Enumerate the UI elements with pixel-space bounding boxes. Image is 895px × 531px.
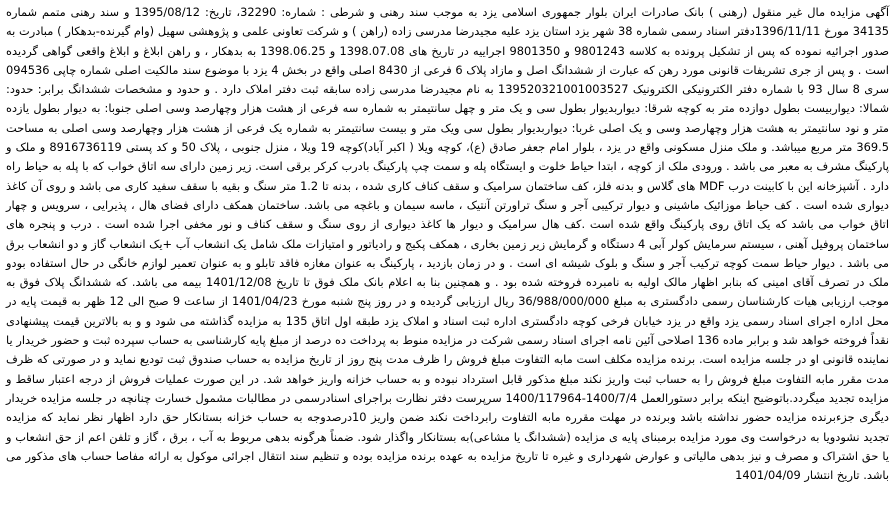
notice-body-text: آگهی مزایده مال غیر منقول (رهنی ) بانک صادرات ایران بلوار جمهوری اسلامی یزد به موجب سند رهنی و شرطی : شماره: 32290، تاریخ: 1395/08/12 و سند رهنی متمم شماره 34135 مورخ 1396/11/11دفتر اسناد رسمی شماره 38 شهر یزد استان یزد علیه مجیدرضا مدرسی زاده (راهن ) و شرکت تعاونی علمی و پژوهشی سهیل (وام گیرنده-بدهکار ) مبادرت به صدور اجرائیه نموده که پس از تشکیل پرونده به کلاسه 9801243 و 9801350 اجراییه در تاریخ های 1398.07.08 و 1398.06.25 به بدهکار ، و راهن ابلاغ و ابلاغ واقعی گواهی گردیده است . و پس از جری تشریفات قانونی مورد رهن که عبارت از ششدانگ اصل و مازاد پلاک 6 فرعی از 8430 اصلی واقع در بخش 4 یزد با موضوع سند مالکیت اصلی شماره چاپی 094536 سری 8 سال 93 با شماره دفتر الکترونیکی الکترونیک 139520321001003527 به نام مجیدرضا مدرسی زاده سابقه ثبت دفتر املاک دارد . و حدود و مشخصات ششدانگ برابر: حدود: شمالا: دیواربیست بطول دوازده متر به کوچه شرقا: دیواربدیوار بطول سی و یک متر و چهل سانتیمتر به شماره سه فرعی از هشت هزار وچهارصد وسی اصلی جنوبا: به دیوار بطول یازده متر و نود سانتیمتر به هشت هزار وچهارصد وسی و یک اصلی غربا: دیواربدیوار بطول سی ویک متر و بیست سانتیمتر به شماره یک فرعی از هشت هزار وچهارصد وسی اصلی به مساحت 369.5 متر مربع میباشد. و ملک منزل مسکونی واقع در یزد ، بلوار امام جعفر صادق (ع)، کوچه ویلا ( اکبر آباد)کوچه 19 ویلا ، منزل جنوبی ، پلاک 50 و کد پستی 8916736119 و ملک و پارکینگ مشرف به معبر می باشد . ورودی ملک از کوچه ، ابتدا حیاط خلوت و ایستگاه پله و سمت چپ پارکینگ بادرب کرکر برقی است. زیر زمین دارای سه اتاق خواب که با پله به حیاط راه دارد . آشپزخانه این با کابینت درب MDF های گلاس و بدنه فلز، کف ساختمان سرامیک و سقف کناف کاری شده ، بدنه تا 1.2 متر سنگ و بقیه با سقف سفید کاری می باشد و روی آن کاغذ دیواری شده است . کف حیاط موزائیک ماشینی و دیوار ترکیبی آجر و سنگ تراورتن آنتیک ، ماسه سیمان و باغچه می باشد. ساختمان همکف دارای فضای هال ، پذیرایی ، سرویس و چهار اتاق خواب می باشد که یک اتاق روی پارکینگ واقع شده است .کف هال سرامیک و دیوار ها کاغذ دیواری از روی سنگ و سقف کناف و نور مخفی اجرا شده است . درب و پنجره های ساختمان پروفیل آهنی ، سیستم سرمایش کولر آبی 4 دستگاه و گرمایش زیر زمین بخاری ، همکف پکیج و رادیاتور و امتیازات ملک شامل یک انشعاب آب +یک انشعاب گاز و دو انشعاب برق می باشد . دیوار حیاط سمت کوچه ترکیب آجر و سنگ و بلوک شیشه ای است . و در زمان بازدید ، پارکینگ به عنوان مغازه فاقد تابلو و به عنوان تعمیر لوازم خانگی در حال استفاده بودو ملک در تصرف آقای امینی که بنابر اظهار مالک اولیه به نامبرده فروخته شده بود . و همچنین بنا به اعلام بانک ملک فوق تا تاریخ 1401/12/08 بیمه می باشد. که ششدانگ پلاک فوق به موجب ارزیابی هیات کارشناسان رسمی دادگستری به مبلغ 36/988/000/000 ریال ارزیابی گردیده و در روز پنج شنبه مورخ 1401/04/23 از ساعت 9 صبح الی 12 ظهر به قیمت پایه در محل اداره اجرای اسناد رسمی یزد واقع در یزد خیابان فرخی کوچه دادگستری اداره ثبت اسناد و املاک یزد طبقه اول اتاق 135 به مزایده گذاشته می شود و و به بالاترین قیمت پیشنهادی نقداً فروخته خواهد شد و برابر ماده 136 اصلاحی آئین نامه اجرای اسناد رسمی شرکت در مزایده منوط به پرداخت ده درصد از مبلغ پایه کارشناسی به حساب سپرده ثبت و حضور خریدار یا نماینده قانونی او در جلسه مزایده است. برنده مزایده مکلف است مابه التفاوت مبلغ فروش را ظرف مدت پنج روز از تاریخ مزایده به حساب صندوق ثبت تودیع نماید و در صورتی که ظرف مدت مقرر مابه التفاوت مبلغ فروش را به حساب ثبت واریز نکند مبلغ مذکور قابل استرداد نبوده و به حساب خزانه واریز خواهد شد. در این صورت عملیات فروش از درجه اعتبار ساقط و مزایده تجدید میگردد.باتوضیح اینکه برابر دستورالعمل 1400/7/4-1400/117964 سرپرست دفتر نظارت براجرای اسنادرسمی در مطالبات مشمول خسارت چنانچه در جلسه مزایده خریدار دیگری جزءبرنده مزایده حضور نداشته باشد وبرنده در مهلت مقرره مابه التفاوت رابرداخت نکند ضمن واریز 10درصدوجه به حساب خزانه بستانکار حق دارد اظهار نظر نماید که مزایده تجدید نشودویا به درخواست وی مورد مزایده برمبنای پایه ی مزایده (ششدانگ یا مشاعی)به بستانکار واگذار شود. ضمناً هرگونه بدهی مربوط به آب ، برق ، گاز و تلفن اعم از حق انشعاب و یا حق اشتراک و مصرف و نیز بدهی مالیاتی و عوارض شهرداری و غیره تا تاریخ مزایده به عهده برنده مزایده بوده و تنظیم سند انتقال اجرائی موکول به ارائه مفاصا حساب های مذکور می باشد. تاریخ انتشار 1401/04/09 xyxy=(6,5,890,483)
